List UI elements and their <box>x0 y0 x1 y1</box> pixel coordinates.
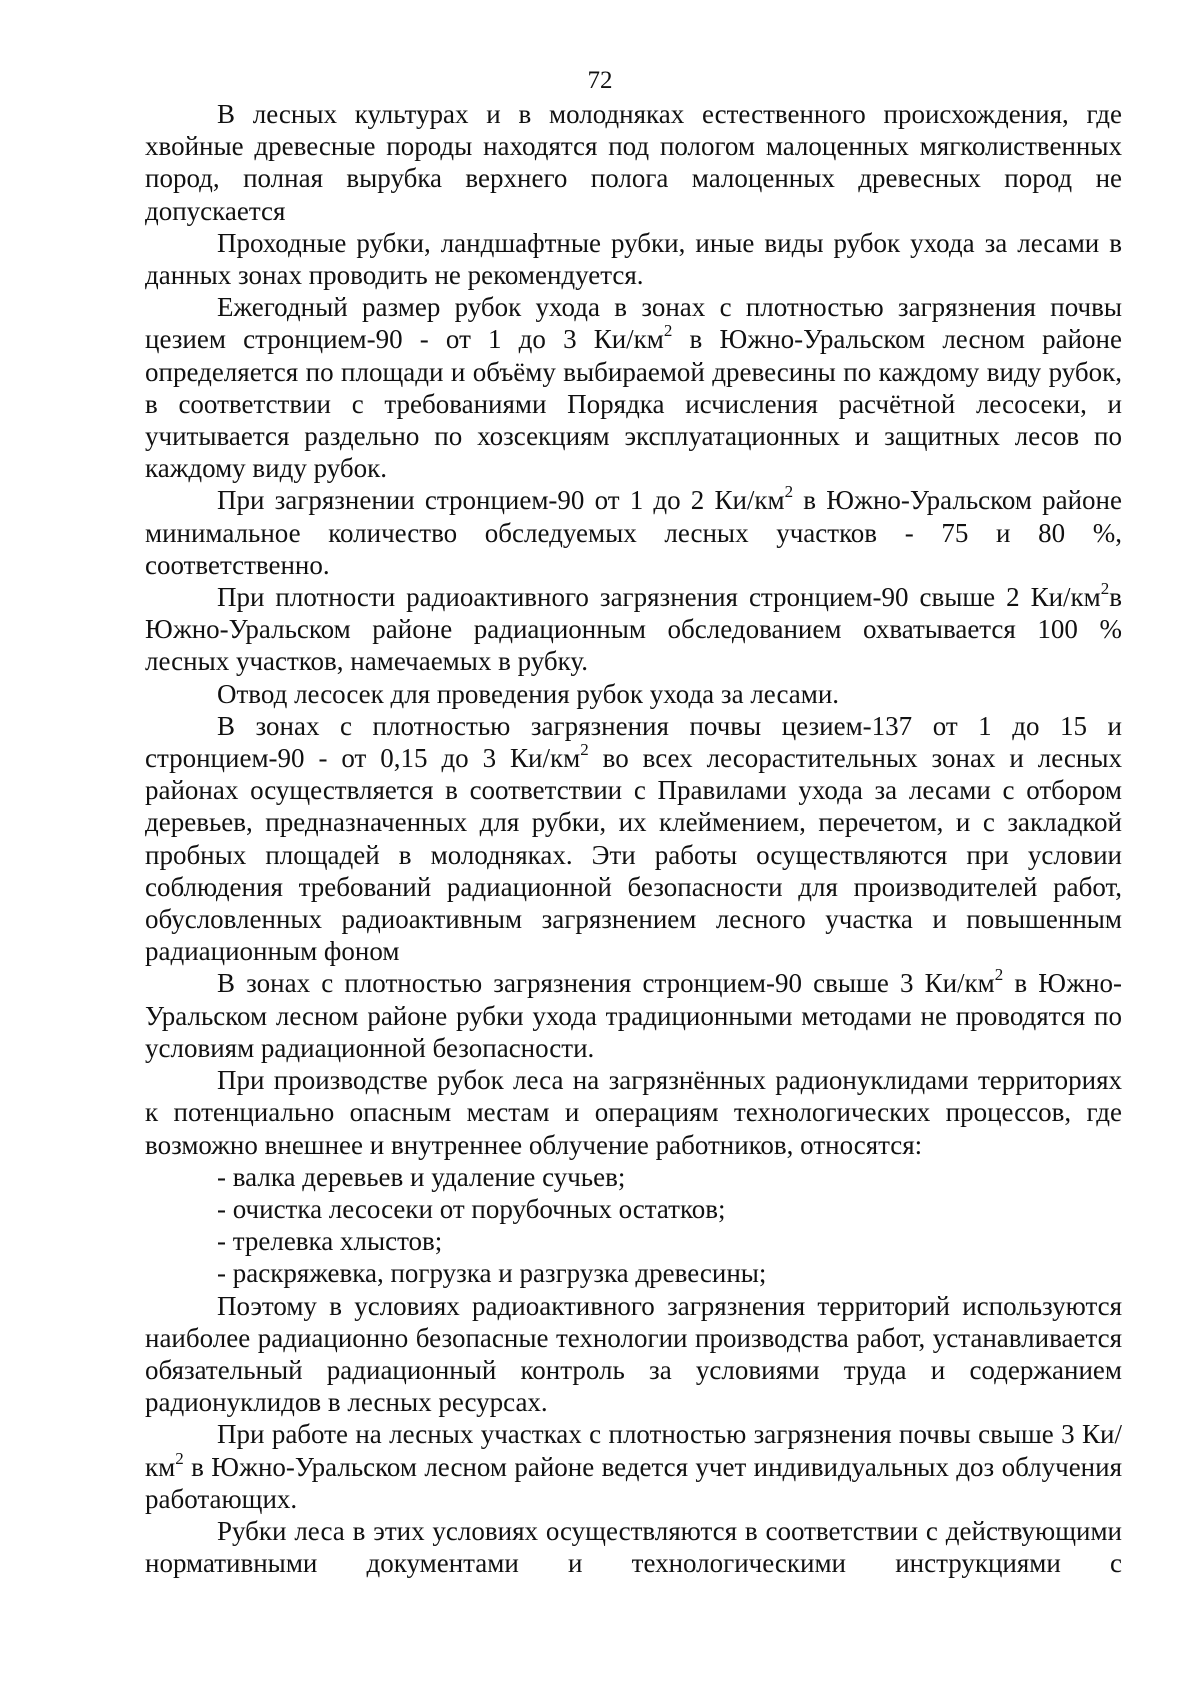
paragraph-forest-cultures: В лесных культурах и в молодняках естественного происхождения, где хвойные древесные породы находятся под пологом малоценных мягколиственных пород, полная вырубка верхнего полога малоценных древесных пород не допускается <box>145 99 1122 226</box>
paragraph-annual-thinning-size <box>145 291 1122 484</box>
superscript: 2 <box>580 740 589 760</box>
paragraph-regulatory-documents: Рубки леса в этих условиях осуществляются в соответствии с действующими нормативными документами и технологическими инструкциями с <box>145 1515 1122 1579</box>
paragraph-text-after: в Южно-Уральском лесном районе определяется по площади и объёму выбираемой древесины по каждому виду рубок, в соответствии с требованиями Порядка исчисления расчётной лесосеки, и учитывается раздельно по хозсекциям эксплуатационных и защитных лесов по каждому виду рубок. <box>145 324 1122 484</box>
paragraph-text-before: При плотности радиоактивного загрязнения стронцием-90 свыше 2 Ки/км <box>217 582 1101 613</box>
paragraph-strontium-over-2 <box>145 581 1122 678</box>
paragraph-text-before: В зонах с плотностью загрязнения почвы цезием-137 от 1 до 15 и стронцием-90 - от 0,15 до 3 Ки/км <box>145 710 1122 774</box>
page-number: 72 <box>587 67 613 94</box>
paragraph-safe-technologies: Поэтому в условиях радиоактивного загрязнения территорий используются наиболее радиационно безопасные технологии производства работ, устанавливается обязательный радиационный контроль за условиями труда и содержанием радионуклидов в лесных ресурсах. <box>145 1290 1122 1418</box>
list-item: - трелевка хлыстов; <box>217 1226 443 1257</box>
list-item: - валка деревьев и удаление сучьев; <box>217 1161 626 1192</box>
paragraph-text-before: При загрязнении стронцием-90 от 1 до 2 Ки/км <box>217 485 785 516</box>
superscript: 2 <box>175 1448 184 1468</box>
superscript: 2 <box>1100 579 1110 599</box>
paragraph-cutting-area-allocation: Отвод лесосек для проведения рубок ухода за лесами. <box>217 678 840 709</box>
document-body <box>145 98 1122 1579</box>
paragraph-hazardous-operations: При производстве рубок леса на загрязнённых радионуклидами территориях к потенциально опасным местам и операциям технологических процессов, где возможно внешнее и внутреннее облучение работников, относятся: <box>145 1065 1122 1160</box>
paragraph-individual-doses <box>145 1418 1122 1515</box>
superscript: 2 <box>663 321 673 341</box>
list-item: - раскряжевка, погрузка и разгрузка древесины; <box>217 1258 767 1289</box>
superscript: 2 <box>994 965 1004 985</box>
list-item: - очистка лесосеки от порубочных остатков; <box>217 1193 726 1224</box>
paragraph-text-after: во всех лесорастительных зонах и лесных районах осуществляется в соответствии с Правилами ухода за лесами с отбором деревьев, предназначенных для рубки, их клеймением, перечетом, и с закладкой пробных площадей в молодняках. Эти работы осуществляются при условии соблюдения требований радиационной безопасности для производителей работ, обусловленных радиоактивным загрязнением лесного участка и повышенным радиационным фоном <box>145 743 1122 967</box>
paragraph-thinning-not-recommended: Проходные рубки, ландшафтные рубки, иные виды рубок ухода за лесами в данных зонах проводить не рекомендуется. <box>145 227 1122 291</box>
paragraph-text-after: в Южно-Уральском лесном районе ведется учет индивидуальных доз облучения работающих. <box>145 1451 1122 1514</box>
paragraph-text-before: В зонах с плотностью загрязнения стронцием-90 свыше 3 Ки/км <box>217 968 995 999</box>
paragraph-text-before: При работе на лесных участках с плотностью загрязнения почвы свыше 3 Ки/км <box>145 1419 1122 1482</box>
paragraph-text-after: в Южно-Уральском районе радиационным обследованием охватывается 100 % лесных участков, намечаемых в рубку. <box>145 582 1122 677</box>
hazardous-operations-list <box>145 1161 1122 1290</box>
paragraph-strontium-1-2 <box>145 484 1122 581</box>
paragraph-cesium-zones <box>145 710 1122 968</box>
paragraph-text-after: в Южно-Уральском районе минимальное количество обследуемых лесных участков - 75 и 80 %, соответственно. <box>145 485 1122 580</box>
paragraph-text-before: Ежегодный размер рубок ухода в зонах с плотностью загрязнения почвы цезием стронцием-90 - от 1 до 3 Ки/км <box>145 292 1122 355</box>
paragraph-text-after: в Южно-Уральском лесном районе рубки ухода традиционными методами не проводятся по условиям радиационной безопасности. <box>145 968 1122 1063</box>
paragraph-strontium-over-3 <box>145 967 1122 1064</box>
superscript: 2 <box>784 482 794 502</box>
